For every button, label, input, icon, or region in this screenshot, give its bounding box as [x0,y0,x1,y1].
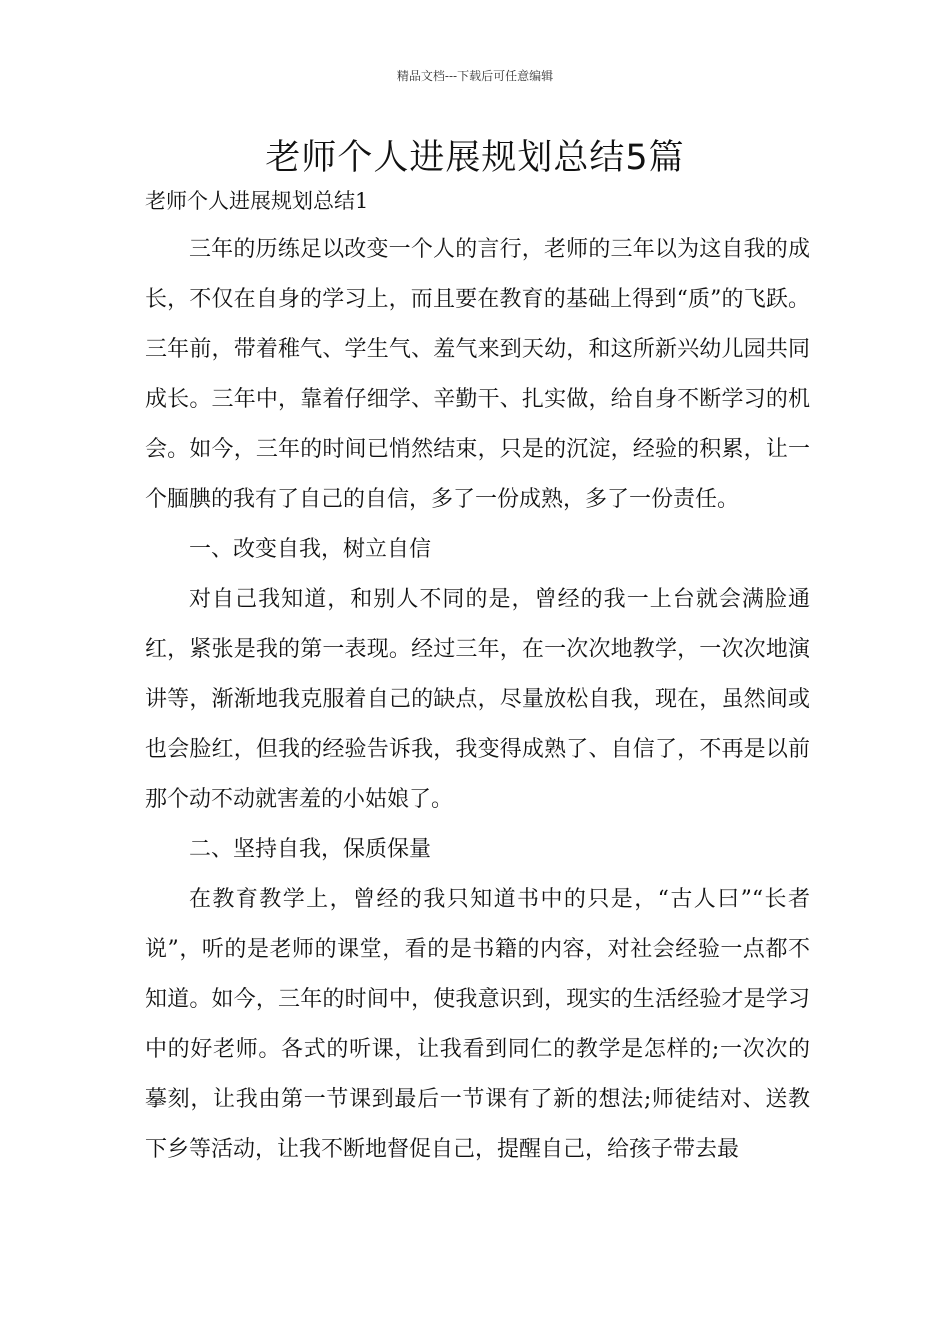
section-heading: 二、坚持自我，保质保量 [189,837,432,862]
paragraph: 三年的历练足以改变一个人的言行，老师的三年以为这自我的成长，不仅在自身的学习上，而且要在教育的基础上得到“质”的飞跃。三年前，带着稚气、学生气、羞气来到天幼，和这所新兴幼儿园共同成长。三年中，靠着仔细学、辛勤干、扎实做，给自身不断学习的机会。如今，三年的时间已悄然结束，只是的沉淀，经验的积累，让一个腼腆的我有了自己的自信，多了一份成熟，多了一份责任。 [145,237,810,512]
paragraph: 对自己我知道，和别人不同的是，曾经的我一上台就会满脸通红，紧张是我的第一表现。经过三年，在一次次地教学，一次次地演讲等，渐渐地我克服着自己的缺点，尽量放松自我，现在，虽然间或也会脸红，但我的经验告诉我，我变得成熟了、自信了，不再是以前那个动不动就害羞的小姑娘了。 [145,587,810,812]
section-heading: 一、改变自我，树立自信 [189,537,432,562]
document-subtitle: 老师个人进展规划总结1 [145,189,369,213]
paragraph: 在教育教学上，曾经的我只知道书中的只是，“古人曰”“长者说”，听的是老师的课堂，看的是书籍的内容，对社会经验一点都不知道。如今，三年的时间中，使我意识到，现实的生活经验才是学习中的好老师。各式的听课，让我看到同仁的教学是怎样的;一次次的摹刻，让我由第一节课到最后一节课有了新的想法;师徒结对、送教下乡等活动，让我不断地督促自己，提醒自己，给孩子带去最 [145,887,810,1162]
document-body [145,225,810,1175]
document-title: 老师个人进展规划总结5篇 [265,138,685,178]
header-note: 精品文档---下载后可任意编辑 [396,69,554,83]
